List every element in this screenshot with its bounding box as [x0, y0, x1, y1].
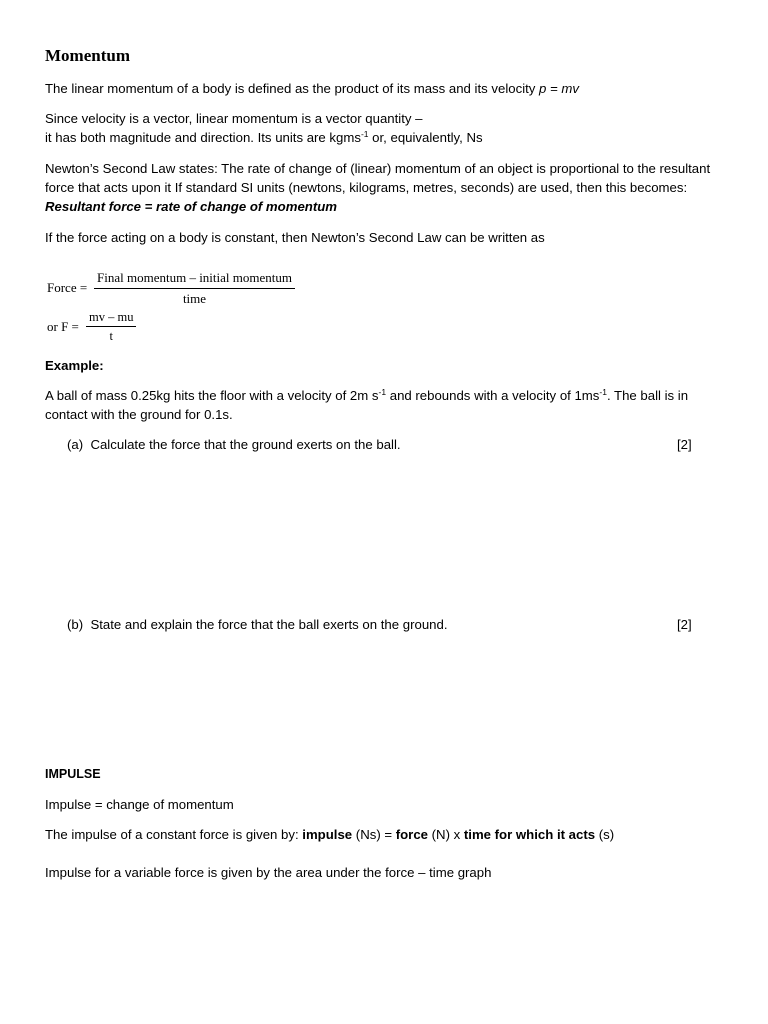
question-b-text: State and explain the force that the ball exerts on the ground.: [90, 617, 448, 632]
example-text-a: A ball of mass 0.25kg hits the floor with a velocity of 2m s: [45, 388, 379, 403]
impulse-text-a: The impulse of a constant force is given by:: [45, 827, 303, 842]
resultant-force-statement: Resultant force = rate of change of momentum: [45, 199, 338, 214]
impulse-text-g: (s): [595, 827, 615, 842]
page-title: Momentum: [45, 46, 130, 65]
time-term: time for which it acts: [463, 827, 596, 842]
units-superscript: -1: [360, 129, 369, 139]
impulse-constant-force: [45, 825, 614, 844]
impulse-variable-force: Impulse for a variable force is given by the area under the force – time graph: [45, 865, 492, 880]
question-b-marks: [2]: [677, 617, 692, 632]
equation-1-fraction: [94, 269, 295, 308]
impulse-heading: IMPULSE: [45, 767, 101, 781]
example-superscript-1: -1: [378, 387, 387, 397]
force-term: force: [395, 827, 428, 842]
question-a-marks: [2]: [677, 437, 692, 452]
units-text-end: or, equivalently, Ns: [368, 130, 483, 145]
question-a-label: (a): [67, 437, 84, 452]
momentum-definition-text: The linear momentum of a body is defined as the product of its mass and its velocity: [45, 81, 540, 96]
impulse-text-e: (N) x: [427, 827, 464, 842]
equation-2-numerator: mv – mu: [86, 309, 136, 327]
impulse-text-c: (Ns) =: [352, 827, 396, 842]
units-text: it has both magnitude and direction. Its units are kgms: [45, 130, 361, 145]
equation-2-lhs: or F =: [47, 319, 79, 334]
equation-1-lhs: Force =: [47, 280, 88, 295]
example-text-b: and rebounds with a velocity of 1ms: [386, 388, 600, 403]
impulse-term: impulse: [302, 827, 353, 842]
example-heading: Example:: [45, 358, 104, 373]
newton-line-2: force that acts upon it If standard SI units (newtons, kilograms, metres, seconds) are used, then this becomes:: [45, 180, 688, 195]
constant-force-text: If the force acting on a body is constant, then Newton’s Second Law can be written as: [45, 230, 545, 245]
equation-2-fraction: [86, 309, 136, 344]
impulse-definition: Impulse = change of momentum: [45, 797, 234, 812]
equation-2-denominator: t: [109, 329, 113, 343]
example-line-1: [45, 386, 688, 405]
vector-line-2: [45, 128, 483, 147]
momentum-formula: p = mv: [539, 81, 579, 96]
equation-1-numerator: Final momentum – initial momentum: [94, 269, 295, 289]
newton-line-1: Newton’s Second Law states: The rate of change of (linear) momentum of an object is proportional to the resultant: [45, 161, 711, 176]
question-a: [67, 435, 401, 454]
question-b: [67, 615, 448, 634]
question-b-label: (b): [67, 617, 84, 632]
equation-1-denominator: time: [182, 291, 207, 306]
momentum-definition: [45, 79, 579, 98]
example-superscript-2: -1: [599, 387, 607, 397]
vector-line-1: Since velocity is a vector, linear momentum is a vector quantity –: [45, 111, 423, 126]
example-line-2: contact with the ground for 0.1s.: [45, 407, 233, 422]
example-text-c: . The ball is in: [606, 388, 689, 403]
question-a-text: Calculate the force that the ground exerts on the ball.: [90, 437, 401, 452]
